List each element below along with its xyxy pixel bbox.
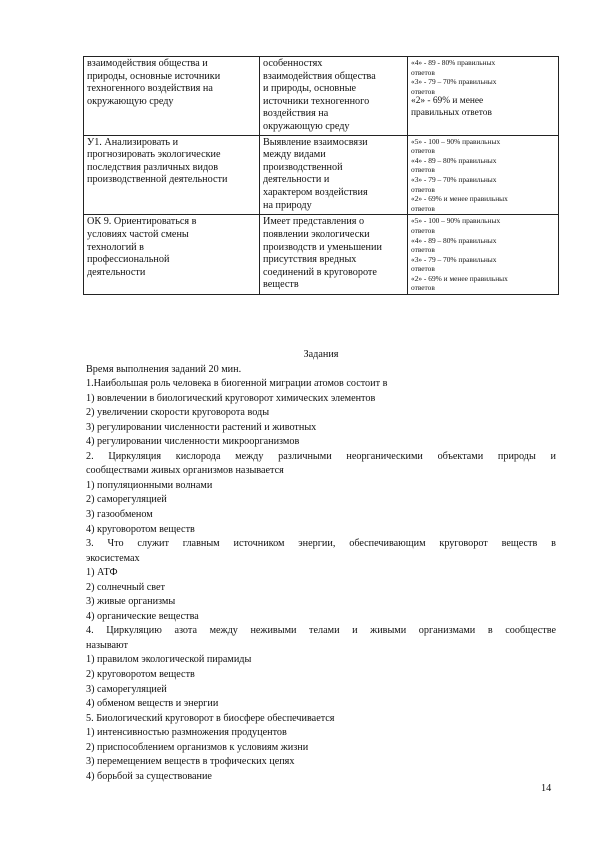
grade-line: «3» - 79 – 70% правильных xyxy=(411,77,497,87)
task-line: 4) борьбой за существование xyxy=(86,770,212,782)
task-line: 2) приспособлением организмов к условиям жизни xyxy=(86,741,309,753)
cell-line: характером воздействия xyxy=(263,186,368,198)
cell-line: техногенного воздействия на xyxy=(87,83,213,95)
task-line: 4. Циркуляцию азота между неживыми телами и живыми организмами в сообществе xyxy=(86,625,556,637)
cell-line: условиях частой смены xyxy=(87,228,189,240)
cell-line: на природу xyxy=(263,199,312,211)
task-line: 3) живые организмы xyxy=(86,596,176,608)
competence-cell xyxy=(84,215,260,295)
task-line: 1) популяционными волнами xyxy=(86,479,213,491)
grading-cell xyxy=(408,135,559,215)
grade-line: ответов xyxy=(411,203,435,213)
grade-line: «4» - 89 – 80% правильных xyxy=(411,155,497,165)
grading-cell xyxy=(408,215,559,295)
grade-line: ответов xyxy=(411,245,435,255)
competence-cell xyxy=(84,135,260,215)
task-line: 3) саморегуляцией xyxy=(86,683,167,695)
cell-line: последствия различных видов xyxy=(87,161,219,173)
table-row xyxy=(84,57,559,136)
cell-line: источники техногенного xyxy=(263,95,370,107)
cell-line: окружающую среду xyxy=(263,120,350,132)
cell-line: соединений в круговороте xyxy=(263,266,377,278)
cell-line: природы, основные источники xyxy=(87,70,221,82)
grade-line: ответов xyxy=(411,86,435,96)
task-line: 1) вовлечении в биологический круговорот химических элементов xyxy=(86,392,376,404)
task-line: 3) перемещением веществ в трофических цепях xyxy=(86,756,295,768)
cell-line: взаимодействия общества xyxy=(263,70,376,82)
cell-line: между видами xyxy=(263,149,326,161)
grade-line: ответов xyxy=(411,283,435,293)
task-line: экосистемах xyxy=(86,552,140,564)
cell-line: особенностях xyxy=(263,58,323,69)
grade-line: «4» - 89 – 80% правильных xyxy=(411,235,497,245)
grade-line: ответов xyxy=(411,184,435,194)
task-line: 2. Циркуляция кислорода между различными неорганическими объектами природы и xyxy=(86,450,556,462)
assessment-criteria-table xyxy=(83,56,559,295)
task-line: 1.Наибольшая роль человека в биогенной миграции атомов состоит в xyxy=(86,378,388,390)
cell-line: появлении экологически xyxy=(263,228,370,240)
task-line: 3. Что служит главным источником энергии, обеспечивающим круговорот веществ в xyxy=(86,538,556,550)
cell-line: воздействия на xyxy=(263,108,329,120)
grade-line: «2» - 69% и менее правильных xyxy=(411,194,508,204)
grade-line: ответов xyxy=(411,225,435,235)
cell-line: Имеет представления о xyxy=(263,216,365,228)
grade-line: ответов xyxy=(411,264,435,274)
task-line: 2) круговоротом веществ xyxy=(86,669,195,681)
grade-line: ответов xyxy=(411,67,435,77)
cell-line: деятельности xyxy=(87,266,146,278)
indicator-cell xyxy=(260,135,408,215)
competence-cell xyxy=(84,57,260,136)
grade-line: «5» - 100 – 90% правильных xyxy=(411,216,501,226)
task-line: 5. Биологический круговорот в биосфере обеспечивается xyxy=(86,712,335,724)
grade-line: правильных ответов xyxy=(411,108,492,119)
grade-line: ответов xyxy=(411,146,435,156)
cell-line: присутствия вредных xyxy=(263,254,357,266)
task-list xyxy=(86,377,556,784)
grade-line: «2» - 69% и менее xyxy=(411,96,484,107)
cell-line: и природы, основные xyxy=(263,83,357,95)
grade-line: «3» - 79 – 70% правильных xyxy=(411,254,497,264)
task-line: 3) газообменом xyxy=(86,509,153,521)
task-line: 2) увеличении скорости круговорота воды xyxy=(86,407,270,419)
cell-line: ОК 9. Ориентироваться в xyxy=(87,216,197,228)
task-line: 4) круговоротом веществ xyxy=(86,523,195,535)
task-line: сообществами живых организмов называется xyxy=(86,465,284,477)
grading-cell xyxy=(408,57,559,136)
cell-line: У1. Анализировать и xyxy=(87,136,179,148)
task-line: называют xyxy=(86,639,128,651)
task-line: 4) органические вещества xyxy=(86,610,199,622)
grade-line: ответов xyxy=(411,165,435,175)
task-line: 3) регулировании численности растений и животных xyxy=(86,421,317,433)
grade-line: «4» - 89 - 80% правильных xyxy=(411,58,496,67)
task-line: 2) саморегуляцией xyxy=(86,494,167,506)
task-line: 1) правилом экологической пирамиды xyxy=(86,654,252,666)
tasks-time: Время выполнения заданий 20 мин. xyxy=(86,363,242,375)
cell-line: Выявление взаимосвязи xyxy=(263,136,368,148)
indicator-cell xyxy=(260,57,408,136)
task-line: 1) интенсивностью размножения продуцентов xyxy=(86,727,287,739)
task-line: 4) обменом веществ и энергии xyxy=(86,698,219,710)
table-row xyxy=(84,215,559,295)
page-number: 14 xyxy=(541,783,552,794)
grade-line: «5» - 100 – 90% правильных xyxy=(411,136,501,146)
tasks-section xyxy=(86,348,556,784)
cell-line: прогнозировать экологические xyxy=(87,149,221,161)
cell-line: веществ xyxy=(263,279,299,291)
cell-line: деятельности и xyxy=(263,174,330,186)
grade-line: «2» - 69% и менее правильных xyxy=(411,273,508,283)
task-line: 4) регулировании численности микроорганизмов xyxy=(86,436,300,448)
tasks-title: Задания xyxy=(303,349,339,360)
grade-line: «3» - 79 – 70% правильных xyxy=(411,174,497,184)
cell-line: взаимодействия общества и xyxy=(87,58,208,69)
cell-line: производственной xyxy=(263,161,343,173)
task-line: 1) АТФ xyxy=(86,567,118,579)
cell-line: технологий в xyxy=(87,241,144,253)
task-line: 2) солнечный свет xyxy=(86,581,165,593)
cell-line: производственной деятельности xyxy=(87,174,228,186)
cell-line: производств и уменьшении xyxy=(263,241,382,253)
indicator-cell xyxy=(260,215,408,295)
cell-line: профессиональной xyxy=(87,254,170,266)
table-row xyxy=(84,135,559,215)
cell-line: окружающую среду xyxy=(87,95,174,107)
